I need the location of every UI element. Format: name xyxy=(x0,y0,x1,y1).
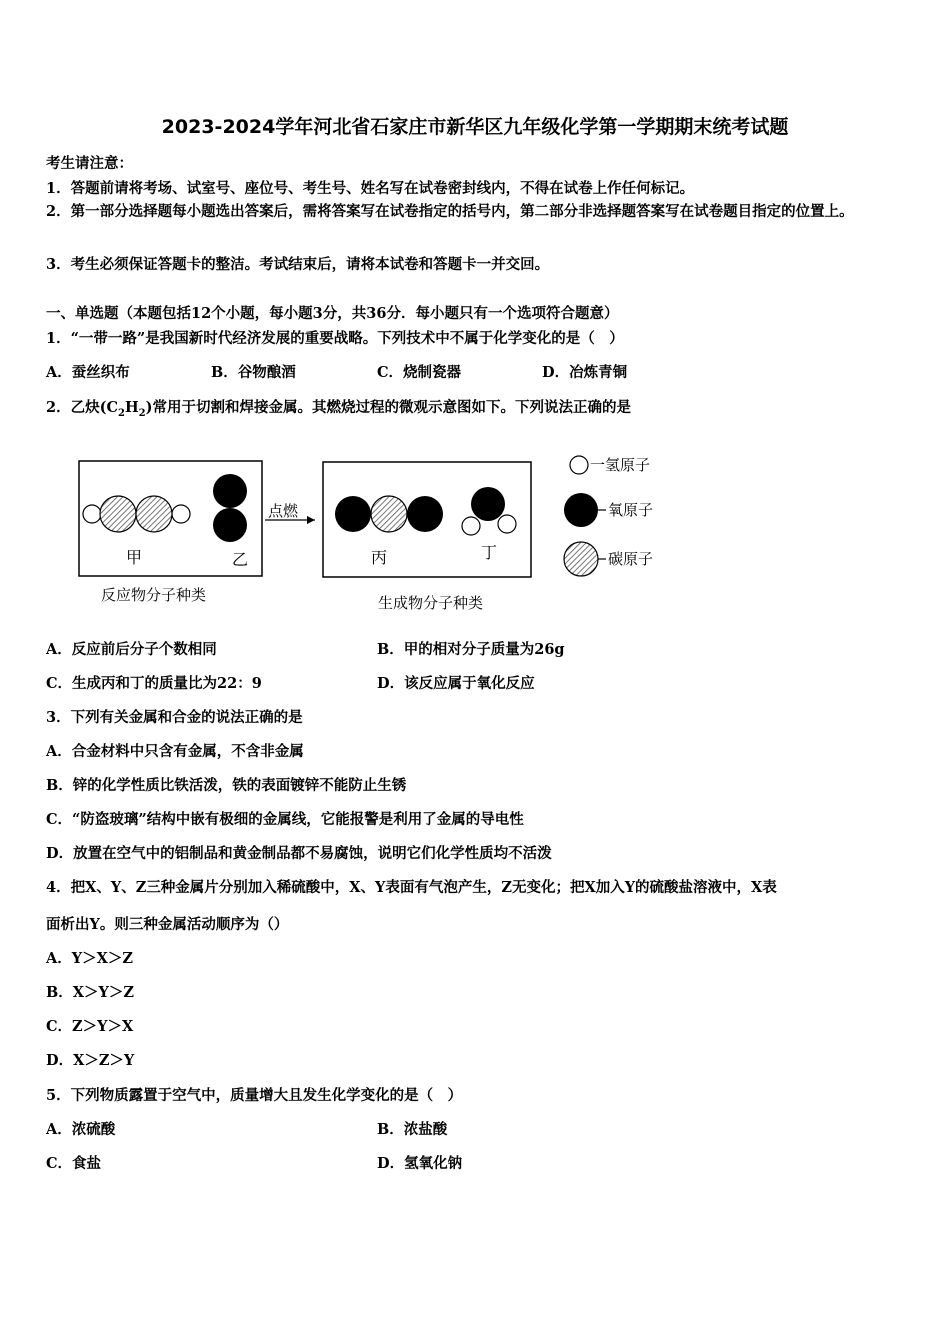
q1-option-b: B．谷物酿酒 xyxy=(211,364,296,381)
legend-hydrogen: 一氢原子 xyxy=(590,456,651,474)
q4-option-b: B．X＞Y＞Z xyxy=(46,984,134,1001)
q2-option-d: D．该反应属于氧化反应 xyxy=(377,675,535,692)
question-2-stem: 2．乙炔$(C_2H_2)$常用于切割和焊接金属。其燃烧过程的微观示意图如下。下列说法正确的是 xyxy=(46,399,631,419)
reaction-diagram xyxy=(75,448,685,618)
legend-hydrogen-icon xyxy=(570,456,588,474)
label-jia: 甲 xyxy=(126,548,143,567)
notice-item-2: 2．第一部分选择题每小题选出答案后，需将答案写在试卷指定的括号内，第二部分非选择题答案写在试卷题目指定的位置上。 xyxy=(46,203,854,220)
hydrogen-atom xyxy=(498,515,516,533)
q1-option-d: D．冶炼青铜 xyxy=(542,364,628,381)
q5-option-c: C．食盐 xyxy=(46,1155,102,1172)
q2-option-c: C．生成丙和丁的质量比为22：9 xyxy=(46,675,262,692)
question-3-stem: 3．下列有关金属和合金的说法正确的是 xyxy=(46,709,303,726)
q5-option-d: D．氢氧化钠 xyxy=(377,1155,463,1172)
label-bing: 丙 xyxy=(371,548,388,567)
caption-reactants: 反应物分子种类 xyxy=(101,586,207,604)
label-ding: 丁 xyxy=(481,543,498,562)
hydrogen-atom xyxy=(462,517,480,535)
oxygen-atom xyxy=(213,508,247,542)
label-ignite: 点燃 xyxy=(268,502,299,520)
q5-option-a: A．浓硫酸 xyxy=(46,1121,116,1138)
q2-option-b: B．甲的相对分子质量为26g xyxy=(377,641,565,658)
q1-option-a: A．蚕丝织布 xyxy=(46,364,130,381)
q5-option-b: B．浓盐酸 xyxy=(377,1121,448,1138)
q4-option-a: A．Y＞X＞Z xyxy=(46,950,133,967)
q3-option-c: C．“防盗玻璃”结构中嵌有极细的金属线，它能报警是利用了金属的导电性 xyxy=(46,811,524,828)
oxygen-atom xyxy=(335,496,371,532)
carbon-atom xyxy=(136,496,172,532)
question-1-stem: 1．“一带一路”是我国新时代经济发展的重要战略。下列技术中不属于化学变化的是（ ） xyxy=(46,330,624,347)
q4-option-c: C．Z＞Y＞X xyxy=(46,1018,134,1035)
legend-oxygen-icon xyxy=(564,493,598,527)
carbon-atom xyxy=(371,496,407,532)
q1-option-c: C．烧制瓷器 xyxy=(377,364,462,381)
q2-option-a: A．反应前后分子个数相同 xyxy=(46,641,217,658)
question-4-stem-line1: 4．把X、Y、Z三种金属片分别加入稀硫酸中，X、Y表面有气泡产生，Z无变化；把X加入Y的硫酸盐溶液中，X表 xyxy=(46,879,777,896)
caption-products: 生成物分子种类 xyxy=(378,594,484,612)
label-yi: 乙 xyxy=(232,550,249,569)
carbon-atom xyxy=(100,496,136,532)
legend-carbon-icon xyxy=(564,542,598,576)
page-title: 2023-2024学年河北省石家庄市新华区九年级化学第一学期期末统考试题 xyxy=(161,116,789,138)
question-4-stem-line2: 面析出Y。则三种金属活动顺序为（） xyxy=(46,916,289,933)
legend-oxygen: 氧原子 xyxy=(608,501,654,519)
oxygen-atom xyxy=(407,496,443,532)
notice-item-1: 1．答题前请将考场、试室号、座位号、考生号、姓名写在试卷密封线内，不得在试卷上作任何标记。 xyxy=(46,180,695,197)
hydrogen-atom xyxy=(172,505,190,523)
hydrogen-atom xyxy=(83,505,101,523)
notice-header: 考生请注意： xyxy=(46,155,133,172)
q3-option-a: A．合金材料中只含有金属，不含非金属 xyxy=(46,743,304,760)
oxygen-atom xyxy=(213,474,247,508)
question-5-stem: 5．下列物质露置于空气中，质量增大且发生化学变化的是（ ） xyxy=(46,1087,463,1104)
arrow-head xyxy=(307,516,315,524)
q3-option-b: B．锌的化学性质比铁活泼，铁的表面镀锌不能防止生锈 xyxy=(46,777,407,794)
section-heading: 一、单选题（本题包括12个小题，每小题3分，共36分．每小题只有一个选项符合题意） xyxy=(46,305,619,322)
notice-item-3: 3．考生必须保证答题卡的整洁。考试结束后，请将本试卷和答题卡一并交回。 xyxy=(46,256,550,273)
q3-option-d: D．放置在空气中的铝制品和黄金制品都不易腐蚀，说明它们化学性质均不活泼 xyxy=(46,845,552,862)
legend-carbon: 碳原子 xyxy=(608,550,654,568)
oxygen-atom xyxy=(471,487,505,521)
q4-option-d: D．X＞Z＞Y xyxy=(46,1052,135,1069)
